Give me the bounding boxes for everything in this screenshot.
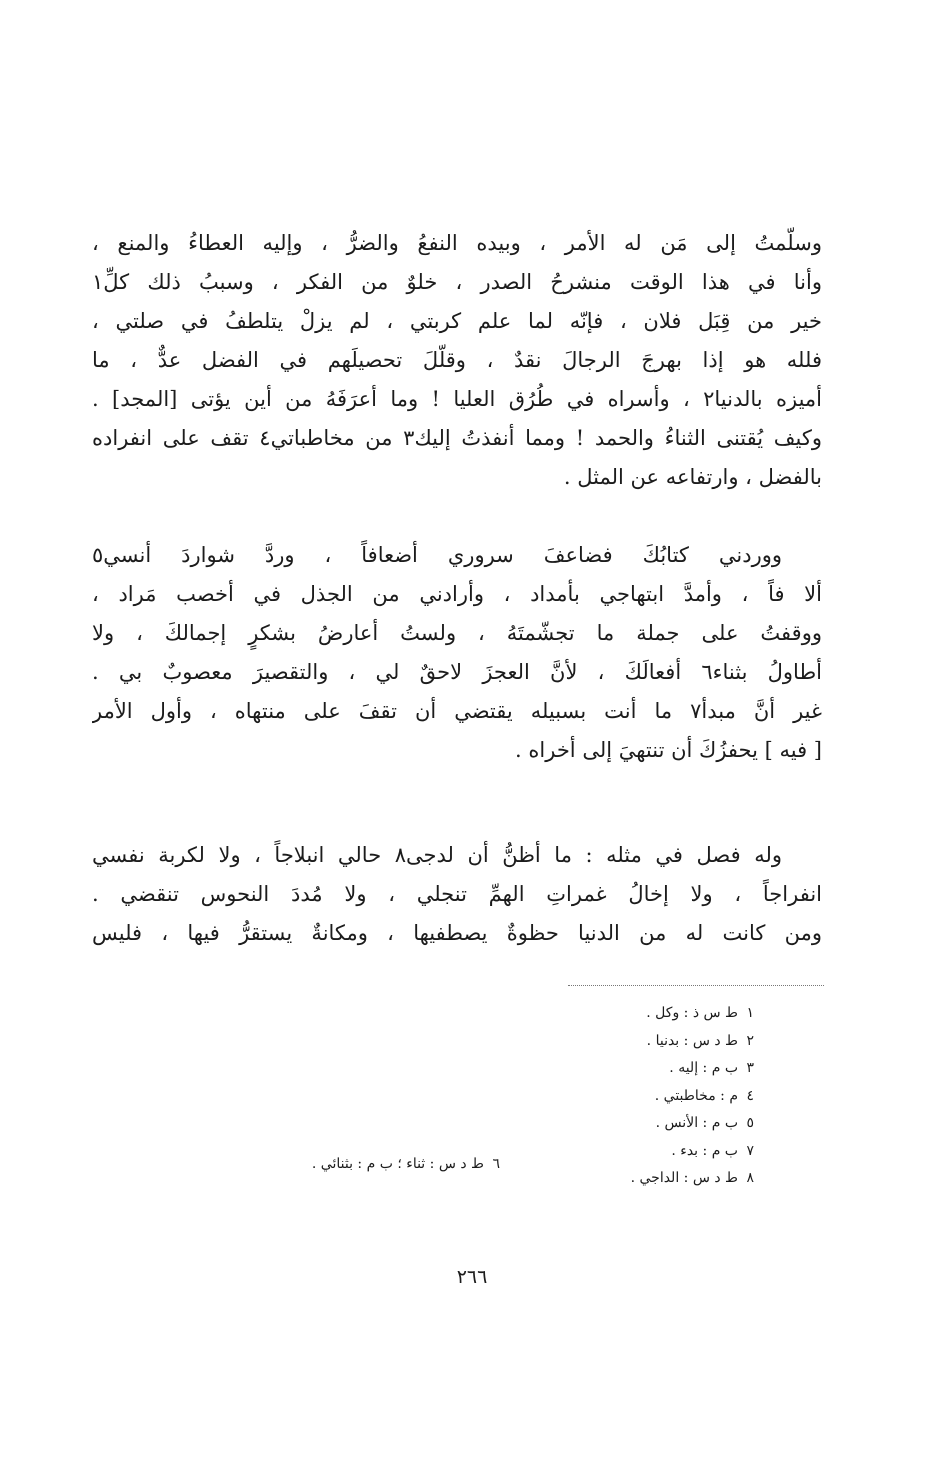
paragraph-3 xyxy=(92,836,822,953)
footnote-number: ١ xyxy=(746,1005,754,1021)
footnote xyxy=(554,1028,754,1056)
text-line: أميزه بالدنيا٢ ، وأسراه في طُرُق العليا ! وما أعرَفَهُ من أين يؤتى [المجد] . xyxy=(92,387,822,411)
footnotes xyxy=(554,1000,754,1193)
footnote-text: ط د س : ثناء ؛ ب م : بثنائي . xyxy=(311,1156,484,1172)
footnote xyxy=(554,1138,754,1166)
text-line: غير أنَّ مبدأ٧ ما أنت بسبيله يقتضي أن تقفَ على منتهاه ، وأول الأمر xyxy=(92,699,822,723)
text-line: انفراجاً ، ولا إخالُ غمراتِ الهمِّ تنجلي ، ولا مُددَ النحوس تنقضي . xyxy=(92,882,822,906)
text-line: وكيف يُقتنى الثناءُ والحمد ! ومما أنفذتُ إليك٣ من مخاطباتي٤ تقف على انفراده xyxy=(92,426,822,450)
text-line: وسلّمتُ إلى مَن له الأمر ، وبيده النفعُ والضرُّ ، وإليه العطاءُ والمنع ، xyxy=(92,231,822,255)
text-line: أطاولُ بثناء٦ أفعالَكَ ، لأنَّ العجزَ لاحقٌ لي ، والتقصيرَ معصوبٌ بي . xyxy=(92,660,822,684)
footnote-number: ٢ xyxy=(746,1032,754,1049)
footnote-number: ٨ xyxy=(746,1170,754,1186)
page-number: ٢٦٦ xyxy=(456,1266,488,1288)
text-line: [ فيه ] يحفزُكَ أن تنتهيَ إلى أخراه . xyxy=(515,738,822,762)
footnote-number: ٧ xyxy=(746,1142,754,1159)
footnote xyxy=(554,1055,754,1083)
footnote-text: ط د س : الداجي . xyxy=(630,1170,738,1186)
text-line: وأنا في هذا الوقت منشرحُ الصدر ، خلوٌ من الفكر ، وسببُ ذلك كلِّ١ xyxy=(92,270,822,294)
footnote xyxy=(554,1083,754,1111)
footnote xyxy=(554,1165,754,1193)
text-line: بالفضل ، وارتفاعه عن المثل . xyxy=(563,465,822,489)
footnote xyxy=(554,1110,754,1138)
footnote-number: ٥ xyxy=(746,1115,754,1131)
text-line: خير من قِبَل فلان ، فإنّه لما علم كربتي ، لم يزلْ يتلطفُ في صلتي ، xyxy=(92,309,822,333)
paragraph-1 xyxy=(92,224,822,497)
footnote-side xyxy=(312,1151,500,1179)
footnote-text: ب م : بدء . xyxy=(671,1142,738,1159)
footnote-text: ط د س : بدنيا . xyxy=(646,1032,738,1049)
text-line: ومن كانت له من الدنيا حظوةٌ يصطفيها ، ومكانةٌ يستقرُّ فيها ، فليس xyxy=(92,921,822,945)
footnote xyxy=(554,1000,754,1028)
text-line: ووردني كتابُكَ فضاعفَ سروري أضعافاً ، وردَّ شواردَ أنسي٥ xyxy=(92,543,782,567)
footnote-number: ٣ xyxy=(746,1060,754,1076)
text-line: ووقفتُ على جملة ما تجشّمتَهُ ، ولستُ أعارضُ بشكرٍ إجمالكَ ، ولا xyxy=(92,621,822,645)
footnote-number: ٦ xyxy=(492,1156,500,1172)
text-line: ألا فاً ، وأمدَّ ابتهاجي بأمداد ، وأرادني من الجذل في أخصب مَراد ، xyxy=(92,582,822,606)
text-line: وله فصل في مثله : ما أظنُّ أن لدجى٨ حالي انبلاجاً ، ولا لكربة نفسي xyxy=(92,843,782,867)
footnote-separator xyxy=(568,985,824,986)
footnote-number: ٤ xyxy=(746,1087,754,1104)
footnote-text: ط س ذ : وكل . xyxy=(646,1005,738,1021)
footnote-text: ب م : الأنس . xyxy=(655,1115,738,1131)
paragraph-2 xyxy=(92,536,822,770)
text-line: فلله هو إذا بهرجَ الرجالَ نقدٌ ، وقلّلَ تحصيلَهم في الفضل عدٌّ ، ما xyxy=(92,348,822,372)
footnote-text: م : مخاطبتي . xyxy=(654,1087,738,1104)
footnote-text: ب م : إليه . xyxy=(669,1060,738,1076)
